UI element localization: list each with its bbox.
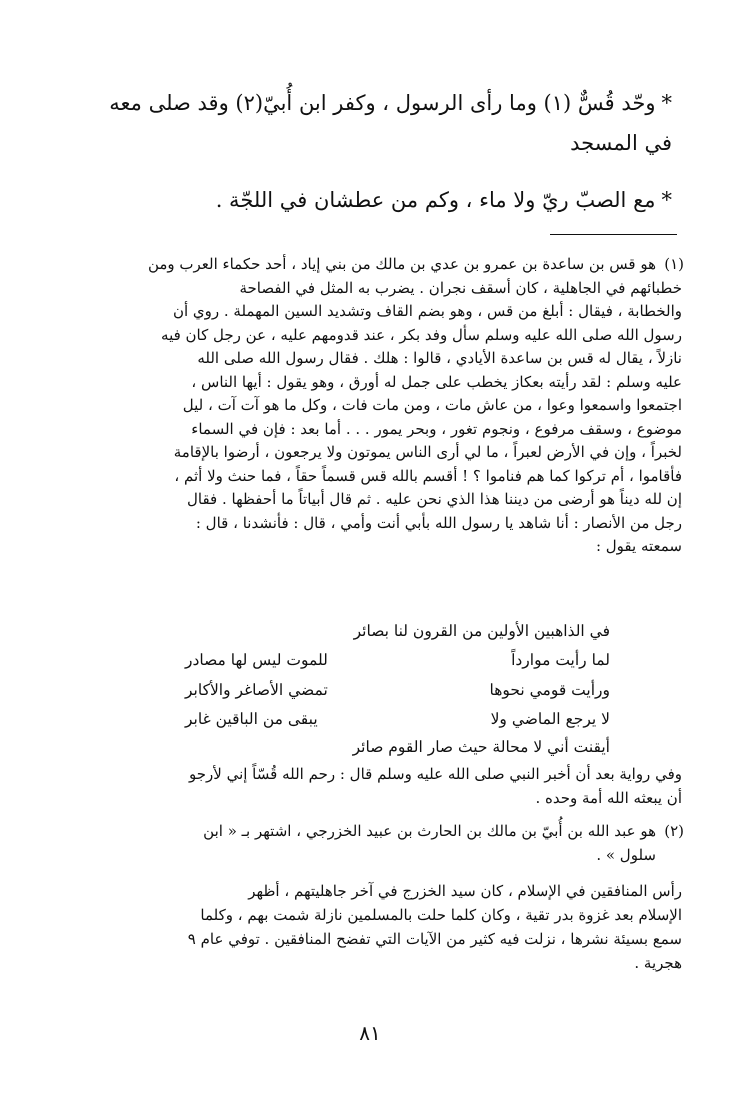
footnote-separator — [550, 234, 677, 235]
footnote-line: هو عبد الله بن أُبيّ بن مالك بن الحارث بن عبيد الخزرجي ، اشتهر بـ « ابن — [203, 822, 656, 840]
poem-row-4 — [185, 710, 610, 740]
footnote-2-paragraph — [62, 879, 682, 975]
footnote-line: رسول الله صلى الله عليه وسلم سأل وفد بكر ، عند قدومهم عليه ، عن رجل كان فيه — [161, 325, 682, 344]
footnote-line: خطبائهم في الجاهلية ، كان أسقف نجران . يضرب به المثل في الفصاحة — [239, 278, 682, 297]
verse-2-text: مع الصبّ ريّ ولا ماء ، وكم من عطشان في اللجّة . — [215, 188, 656, 212]
poem-hemistich: أيقنت أني لا محالة حيث صار القوم صائر — [352, 738, 610, 756]
footnote-1 — [62, 253, 682, 559]
poem-hemistich: ورأيت قومي نحوها — [489, 681, 610, 699]
footnote-line: اجتمعوا واسمعوا وعوا ، من عاش مات ، ومن مات فات ، وكل ما هو آت آت ، ليل — [182, 396, 682, 414]
footnote-line: سمع بسيئة نشرها ، نزلت فيه كثير من الآيات التي تفضح المنافقين . توفي عام ٩ — [187, 930, 682, 948]
footnote-line: عليه وسلم : لقد رأيته بعكاز يخطب على جمل له أورق ، وهو يقول : أيها الناس ، — [191, 372, 682, 391]
poem-hemistich: في الذاهبين الأولين من القرون لنا بصائر — [353, 622, 610, 640]
verse-1-line-1 — [72, 86, 672, 120]
poem-row-3 — [185, 681, 610, 711]
footnote-line: أن يبعثه الله أمة وحده . — [535, 788, 682, 807]
footnote-line: فأقاموا ، أم تركوا كما هم فناموا ؟ ! أقسم بالله قس قسماً حقاً ، فما حنث ولا أثم ، — [174, 466, 682, 485]
footnote-line: وفي رواية بعد أن أخبر النبي صلى الله عليه وسلم قال : رحم الله قُسّاً إني لأرجو — [188, 765, 682, 783]
footnote-line: والخطابة ، فيقال : أبلغ من قس ، وهو بضم القاف وتشديد السين المهملة . روي أن — [172, 302, 682, 320]
footnote-line: لخبراً ، وإن في الأرض لعبراً ، ما لي أرى الناس يموتون ولا يرجعون ، أرضوا بالإقامة — [173, 443, 682, 461]
footnote-line: سلول » . — [596, 845, 656, 864]
footnote-line: الإسلام بعد غزوة بدر تقية ، وكان كلما حلت بالمسلمين نازلة شمت بهم ، وكلما — [200, 906, 682, 924]
poem-row-1 — [185, 622, 610, 652]
poem-hemistich: للموت ليس لها مصادر — [185, 651, 328, 669]
footnote-line: هجرية . — [634, 954, 682, 972]
page-number: ٨١ — [359, 1021, 381, 1045]
poem-hemistich: تمضي الأصاغر والأكابر — [185, 681, 328, 699]
footnote-line: إن لله ديناً هو أرضى من ديننا هذا الذي نحن عليه . ثم قال أبياتاً ما أحفظها . فقال — [186, 490, 682, 508]
verse-1-text-1: وحّد قُسٌّ (١) وما رأى الرسول ، وكفر ابن أُبيّ(٢) وقد صلى معه — [109, 91, 656, 115]
footnote-1-number: (١) — [664, 255, 684, 273]
poem-hemistich: لا يرجع الماضي ولا — [490, 710, 610, 728]
verse-star: * — [661, 91, 672, 115]
verse-1-line-2 — [72, 126, 672, 160]
poem-row-2 — [185, 651, 610, 681]
footnote-2-number: (٢) — [664, 822, 684, 840]
footnote-line: موضوع ، وسقف مرفوع ، ونجوم تغور ، وبحر يمور . . . أما بعد : فإن في السماء — [191, 419, 682, 438]
footnote-2 — [62, 820, 682, 867]
verse-star: * — [661, 188, 672, 212]
footnote-line: سمعته يقول : — [595, 537, 682, 555]
verse-1-text-2: في المسجد — [570, 131, 672, 155]
footnote-line: نازلاً ، يقال له قس بن ساعدة الأيادي ، قالوا : هلك . فقال رسول الله صلى الله — [197, 349, 682, 367]
footnote-line: رأس المنافقين في الإسلام ، كان سيد الخزرج في آخر جاهليتهم ، أظهر — [248, 882, 682, 900]
poem-hemistich: لما رأيت موارداً — [511, 651, 610, 669]
footnote-line: هو قس بن ساعدة بن عمرو بن عدي بن مالك من بني إياد ، أحد حكماء العرب ومن — [147, 255, 656, 273]
verse-2 — [72, 183, 672, 217]
poem-hemistich: يبقى من الباقين غابر — [185, 710, 318, 728]
footnote-line: رجل من الأنصار : أنا شاهد يا رسول الله بأبي أنت وأمي ، قال : فأنشدنا ، قال : — [195, 513, 682, 532]
footnote-1-tail — [62, 763, 682, 810]
